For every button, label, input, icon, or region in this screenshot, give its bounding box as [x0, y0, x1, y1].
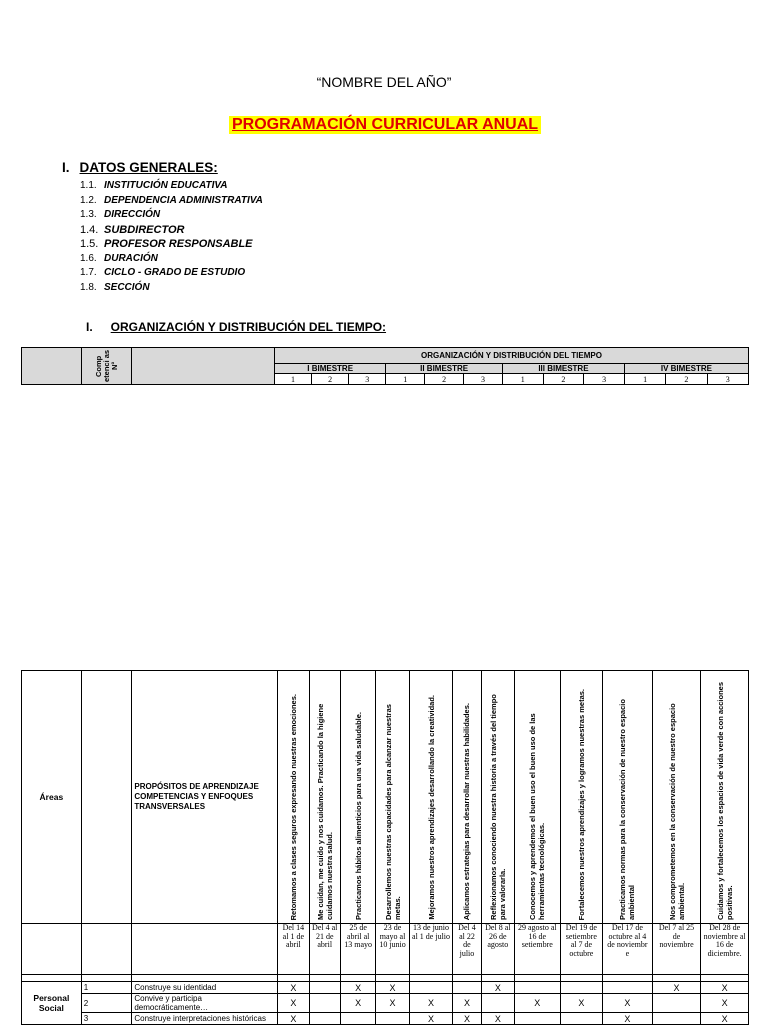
table-cell	[22, 975, 82, 982]
table-cell	[22, 348, 82, 385]
time-distribution-table	[21, 347, 749, 385]
unit-header: Nos comprometemos en la conservación de nuestro espacio ambiental.	[652, 671, 701, 924]
table-row	[22, 982, 749, 994]
unit-mark	[560, 982, 603, 994]
unit-mark: X	[409, 994, 453, 1013]
table-cell	[376, 975, 409, 982]
competencia-text: Convive y participa democráticamente…	[132, 994, 278, 1013]
list-item: 1.2. DEPENDENCIA ADMINISTRATIVA	[80, 194, 263, 206]
sub-period: 1	[502, 374, 543, 385]
table-cell	[340, 975, 375, 982]
unit-mark: X	[453, 994, 481, 1013]
list-item: 1.4. SUBDIRECTOR	[80, 223, 185, 236]
unit-mark: X	[278, 994, 309, 1013]
table-cell	[132, 975, 278, 982]
table-cell	[603, 975, 653, 982]
unit-mark: X	[278, 1013, 309, 1025]
table-cell	[481, 975, 514, 982]
list-item: 1.1. INSTITUCIÓN EDUCATIVA	[80, 180, 228, 191]
section-number: I.	[86, 320, 93, 334]
unit-header: Mejoramos nuestros aprendizajes desarrollando la creatividad.	[409, 671, 453, 924]
section-datos-generales	[62, 160, 218, 175]
table-cell	[132, 924, 278, 975]
table-cell	[560, 975, 603, 982]
sub-period: 1	[386, 374, 425, 385]
table-cell	[81, 671, 132, 924]
competencia-number: 2	[81, 994, 132, 1013]
list-item: 1.5. PROFESOR RESPONSABLE	[80, 238, 253, 250]
unit-header: Cuidamos y fortalecemos los espacios de vida verde con acciones positivas.	[701, 671, 749, 924]
sub-period: 3	[584, 374, 625, 385]
unit-mark: X	[376, 982, 409, 994]
unit-header: Practicamos hábitos alimenticios para una vida saludable.	[340, 671, 375, 924]
table-cell	[132, 348, 275, 385]
sub-period: 2	[312, 374, 349, 385]
unit-mark	[309, 982, 340, 994]
table-cell	[278, 975, 309, 982]
table-cell	[409, 975, 453, 982]
sub-period: 2	[666, 374, 707, 385]
unit-mark	[652, 1013, 701, 1025]
table-cell	[22, 924, 82, 975]
section-title: DATOS GENERALES:	[79, 160, 218, 175]
learning-units-table	[21, 670, 749, 1025]
table-cell	[309, 975, 340, 982]
bimestre-header: II BIMESTRE	[386, 363, 503, 374]
table-cell	[82, 348, 132, 385]
unit-date: Del 7 al 25 de noviembre	[652, 924, 701, 975]
bimestre-header: III BIMESTRE	[502, 363, 624, 374]
unit-header: Desarrollemos nuestras capacidades para alcanzar nuestras metas.	[376, 671, 409, 924]
year-name-title: “NOMBRE DEL AÑO”	[316, 74, 452, 90]
unit-mark: X	[701, 994, 749, 1013]
bimestre-header: I BIMESTRE	[275, 363, 386, 374]
unit-header: Aplicamos estrategias para desarrollar nuestras habilidades.	[453, 671, 481, 924]
table-cell	[652, 975, 701, 982]
unit-mark: X	[560, 994, 603, 1013]
unit-date: Del 14 al 1 de abril	[278, 924, 309, 975]
unit-mark: X	[340, 994, 375, 1013]
sub-period: 1	[275, 374, 312, 385]
table-cell	[81, 975, 132, 982]
list-item: 1.6. DURACIÓN	[80, 252, 158, 264]
unit-header: Retomamos a clases seguros expresando nuestras emociones.	[278, 671, 309, 924]
unit-mark	[409, 982, 453, 994]
sub-period: 1	[624, 374, 665, 385]
unit-mark	[560, 1013, 603, 1025]
table-row	[22, 1013, 749, 1025]
unit-mark: X	[701, 982, 749, 994]
unit-header: Practicamos normas para la conservación de nuestro espacio ambiental	[603, 671, 653, 924]
unit-mark	[340, 1013, 375, 1025]
unit-mark	[603, 982, 653, 994]
unit-mark: X	[278, 982, 309, 994]
table-row	[22, 994, 749, 1013]
sub-period: 2	[425, 374, 464, 385]
datos-generales-list	[80, 179, 263, 295]
unit-mark: X	[409, 1013, 453, 1025]
unit-mark: X	[340, 982, 375, 994]
unit-mark: X	[701, 1013, 749, 1025]
table-cell	[453, 975, 481, 982]
purposes-header: PROPÓSITOS DE APRENDIZAJE COMPETENCIAS Y ENFOQUES TRANSVERSALES	[132, 671, 278, 924]
bimestre-header: IV BIMESTRE	[624, 363, 748, 374]
unit-mark: X	[603, 994, 653, 1013]
unit-mark: X	[481, 1013, 514, 1025]
unit-mark: X	[603, 1013, 653, 1025]
unit-header: Fortalecemos nuestros aprendizajes y logramos nuestras metas.	[560, 671, 603, 924]
sub-period: 2	[543, 374, 584, 385]
table-cell	[515, 975, 561, 982]
unit-mark	[376, 1013, 409, 1025]
unit-mark	[309, 1013, 340, 1025]
unit-mark: X	[453, 1013, 481, 1025]
list-item: 1.7. CICLO - GRADO DE ESTUDIO	[80, 267, 246, 278]
unit-date: Del 8 al 26 de agosto	[481, 924, 514, 975]
unit-mark	[515, 1013, 561, 1025]
unit-mark	[309, 994, 340, 1013]
time-header: ORGANIZACIÓN Y DISTRIBUCIÓN DEL TIEMPO	[275, 348, 749, 364]
unit-header: Conocemos y aprendemos el buen uso el buen uso de las herramientas tecnológicas.	[515, 671, 561, 924]
competencia-number: 3	[81, 1013, 132, 1025]
section-organizacion	[86, 320, 386, 334]
unit-date: 13 de junio al 1 de julio	[409, 924, 453, 975]
table-cell	[81, 924, 132, 975]
list-item: 1.3. DIRECCIÓN	[80, 209, 161, 220]
list-item: 1.8. SECCIÓN	[80, 281, 150, 293]
unit-date: 29 agosto al 16 de setiembre	[515, 924, 561, 975]
areas-header: Áreas	[22, 671, 82, 924]
unit-date: 23 de mayo al 10 junio	[376, 924, 409, 975]
unit-date: Del 4 al 22 de julio	[453, 924, 481, 975]
unit-date: 25 de abril al 13 mayo	[340, 924, 375, 975]
unit-mark	[481, 994, 514, 1013]
program-title: PROGRAMACIÓN CURRICULAR ANUAL	[229, 116, 541, 134]
competencia-number: 1	[81, 982, 132, 994]
sub-period: 3	[464, 374, 503, 385]
unit-header: Me cuidan, me cuido y nos cuidamos. Practicando la higiene cuidamos nuestra salud.	[309, 671, 340, 924]
competencia-text: Construye interpretaciones históricas	[132, 1013, 278, 1025]
sub-period: 3	[349, 374, 386, 385]
unit-mark	[515, 982, 561, 994]
unit-date: Del 4 al 21 de abril	[309, 924, 340, 975]
unit-mark: X	[652, 982, 701, 994]
table-cell	[701, 975, 749, 982]
unit-mark: X	[515, 994, 561, 1013]
section-number: I.	[62, 160, 70, 175]
unit-mark	[453, 982, 481, 994]
sub-period: 3	[707, 374, 748, 385]
section-title: ORGANIZACIÓN Y DISTRIBUCIÓN DEL TIEMPO:	[110, 320, 387, 334]
table-row	[22, 975, 749, 982]
unit-mark: X	[376, 994, 409, 1013]
competencias-label: Comp etenci as N°	[93, 349, 119, 383]
unit-mark: X	[481, 982, 514, 994]
competencia-text: Construye su identidad	[132, 982, 278, 994]
unit-mark	[652, 994, 701, 1013]
unit-header: Reflexionamos conociendo nuestra historia a través del tiempo para valorarla.	[481, 671, 514, 924]
unit-date: Del 17 de octubre al 4 de noviembr e	[603, 924, 653, 975]
unit-date: Del 19 de setiembre al 7 de octubre	[560, 924, 603, 975]
unit-date: Del 28 de noviembre al 16 de diciembre.	[701, 924, 749, 975]
area-name: Personal Social	[22, 982, 82, 1025]
